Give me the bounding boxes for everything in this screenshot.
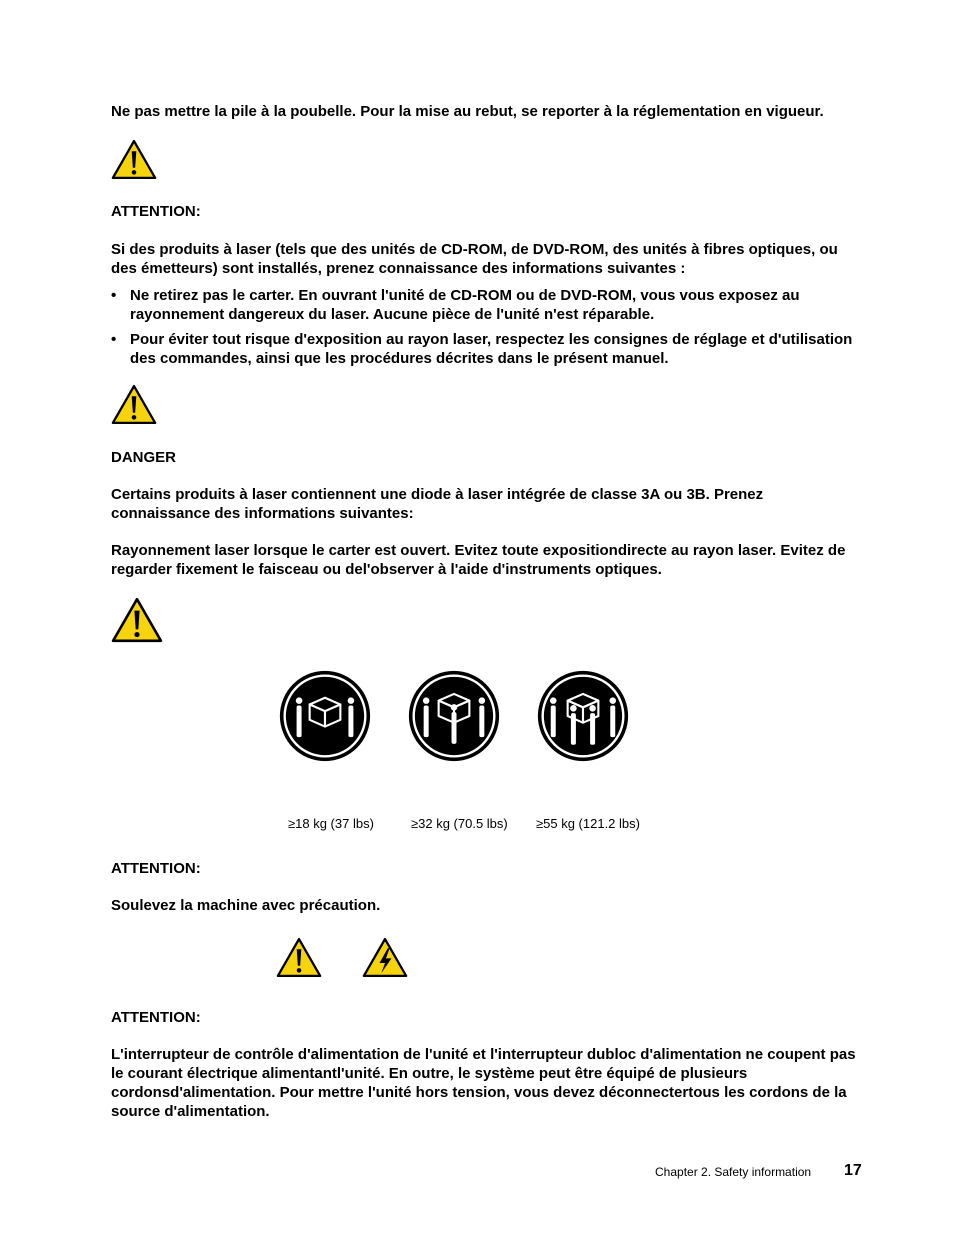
laser-caution-intro: Si des produits à laser (tels que des unités de CD-ROM, de DVD-ROM, des unités à fibres optiques, ou des émetteurs) sont installés, prenez connaissance des informations suivantes : xyxy=(111,241,838,277)
electrical-hazard-icon xyxy=(362,937,408,978)
lift-three-person-icon xyxy=(406,668,502,764)
warning-triangle-icon xyxy=(111,384,157,425)
list-item: • Ne retirez pas le carter. En ouvrant l'unité de CD-ROM ou de DVD-ROM, vous vous exposez au rayonnement dangereux du laser. Aucune pièce de l'unité n'est réparable. xyxy=(111,287,800,323)
laser-caution-heading: ATTENTION: xyxy=(111,203,201,220)
laser-danger-para-2: Rayonnement laser lorsque le carter est ouvert. Evitez toute expositiondirecte au rayon laser. Evitez de regarder fixement le faisceau ou del'observer à l'aide d'instruments optiques. xyxy=(111,542,846,578)
weight-label-55kg: ≥55 kg (121.2 lbs) xyxy=(536,816,640,831)
laser-danger-para-1: Certains produits à laser contiennent une diode à laser intégrée de classe 3A ou 3B. Prenez connaissance des informations suivantes: xyxy=(111,486,764,522)
laser-danger-heading: DANGER xyxy=(111,449,177,466)
lifting-caution-heading: ATTENTION: xyxy=(111,860,201,877)
warning-triangle-icon xyxy=(111,139,157,180)
laser-caution-list xyxy=(111,286,866,374)
footer-chapter: Chapter 2. Safety information xyxy=(655,1165,812,1179)
weight-label-18kg: ≥18 kg (37 lbs) xyxy=(288,816,374,831)
list-item: • Pour éviter tout risque d'exposition au rayon laser, respectez les consignes de réglage et d'utilisation des commandes, ainsi que les procédures décrites dans le présent manuel. xyxy=(111,331,853,367)
power-caution-heading: ATTENTION: xyxy=(111,1009,201,1026)
warning-triangle-icon xyxy=(276,937,322,978)
battery-disposal-notice: Ne pas mettre la pile à la poubelle. Pour la mise au rebut, se reporter à la réglementation en vigueur. xyxy=(111,103,824,120)
power-caution-text: L'interrupteur de contrôle d'alimentation de l'unité et l'interrupteur dubloc d'alimentation ne coupent pas le courant électrique alimentantl'unité. En outre, le système peut être équipé de plusieurs cordonsd'alimentation. Pour mettre l'unité hors tension, vous devez déconnectertous les cordons de la source d'alimentation. xyxy=(111,1046,856,1120)
page-number: 17 xyxy=(844,1162,862,1179)
warning-triangle-icon xyxy=(111,597,163,643)
weight-label-32kg: ≥32 kg (70.5 lbs) xyxy=(411,816,508,831)
lifting-caution-text: Soulevez la machine avec précaution. xyxy=(111,897,381,914)
lift-four-person-icon xyxy=(535,668,631,764)
lift-two-person-icon xyxy=(277,668,373,764)
